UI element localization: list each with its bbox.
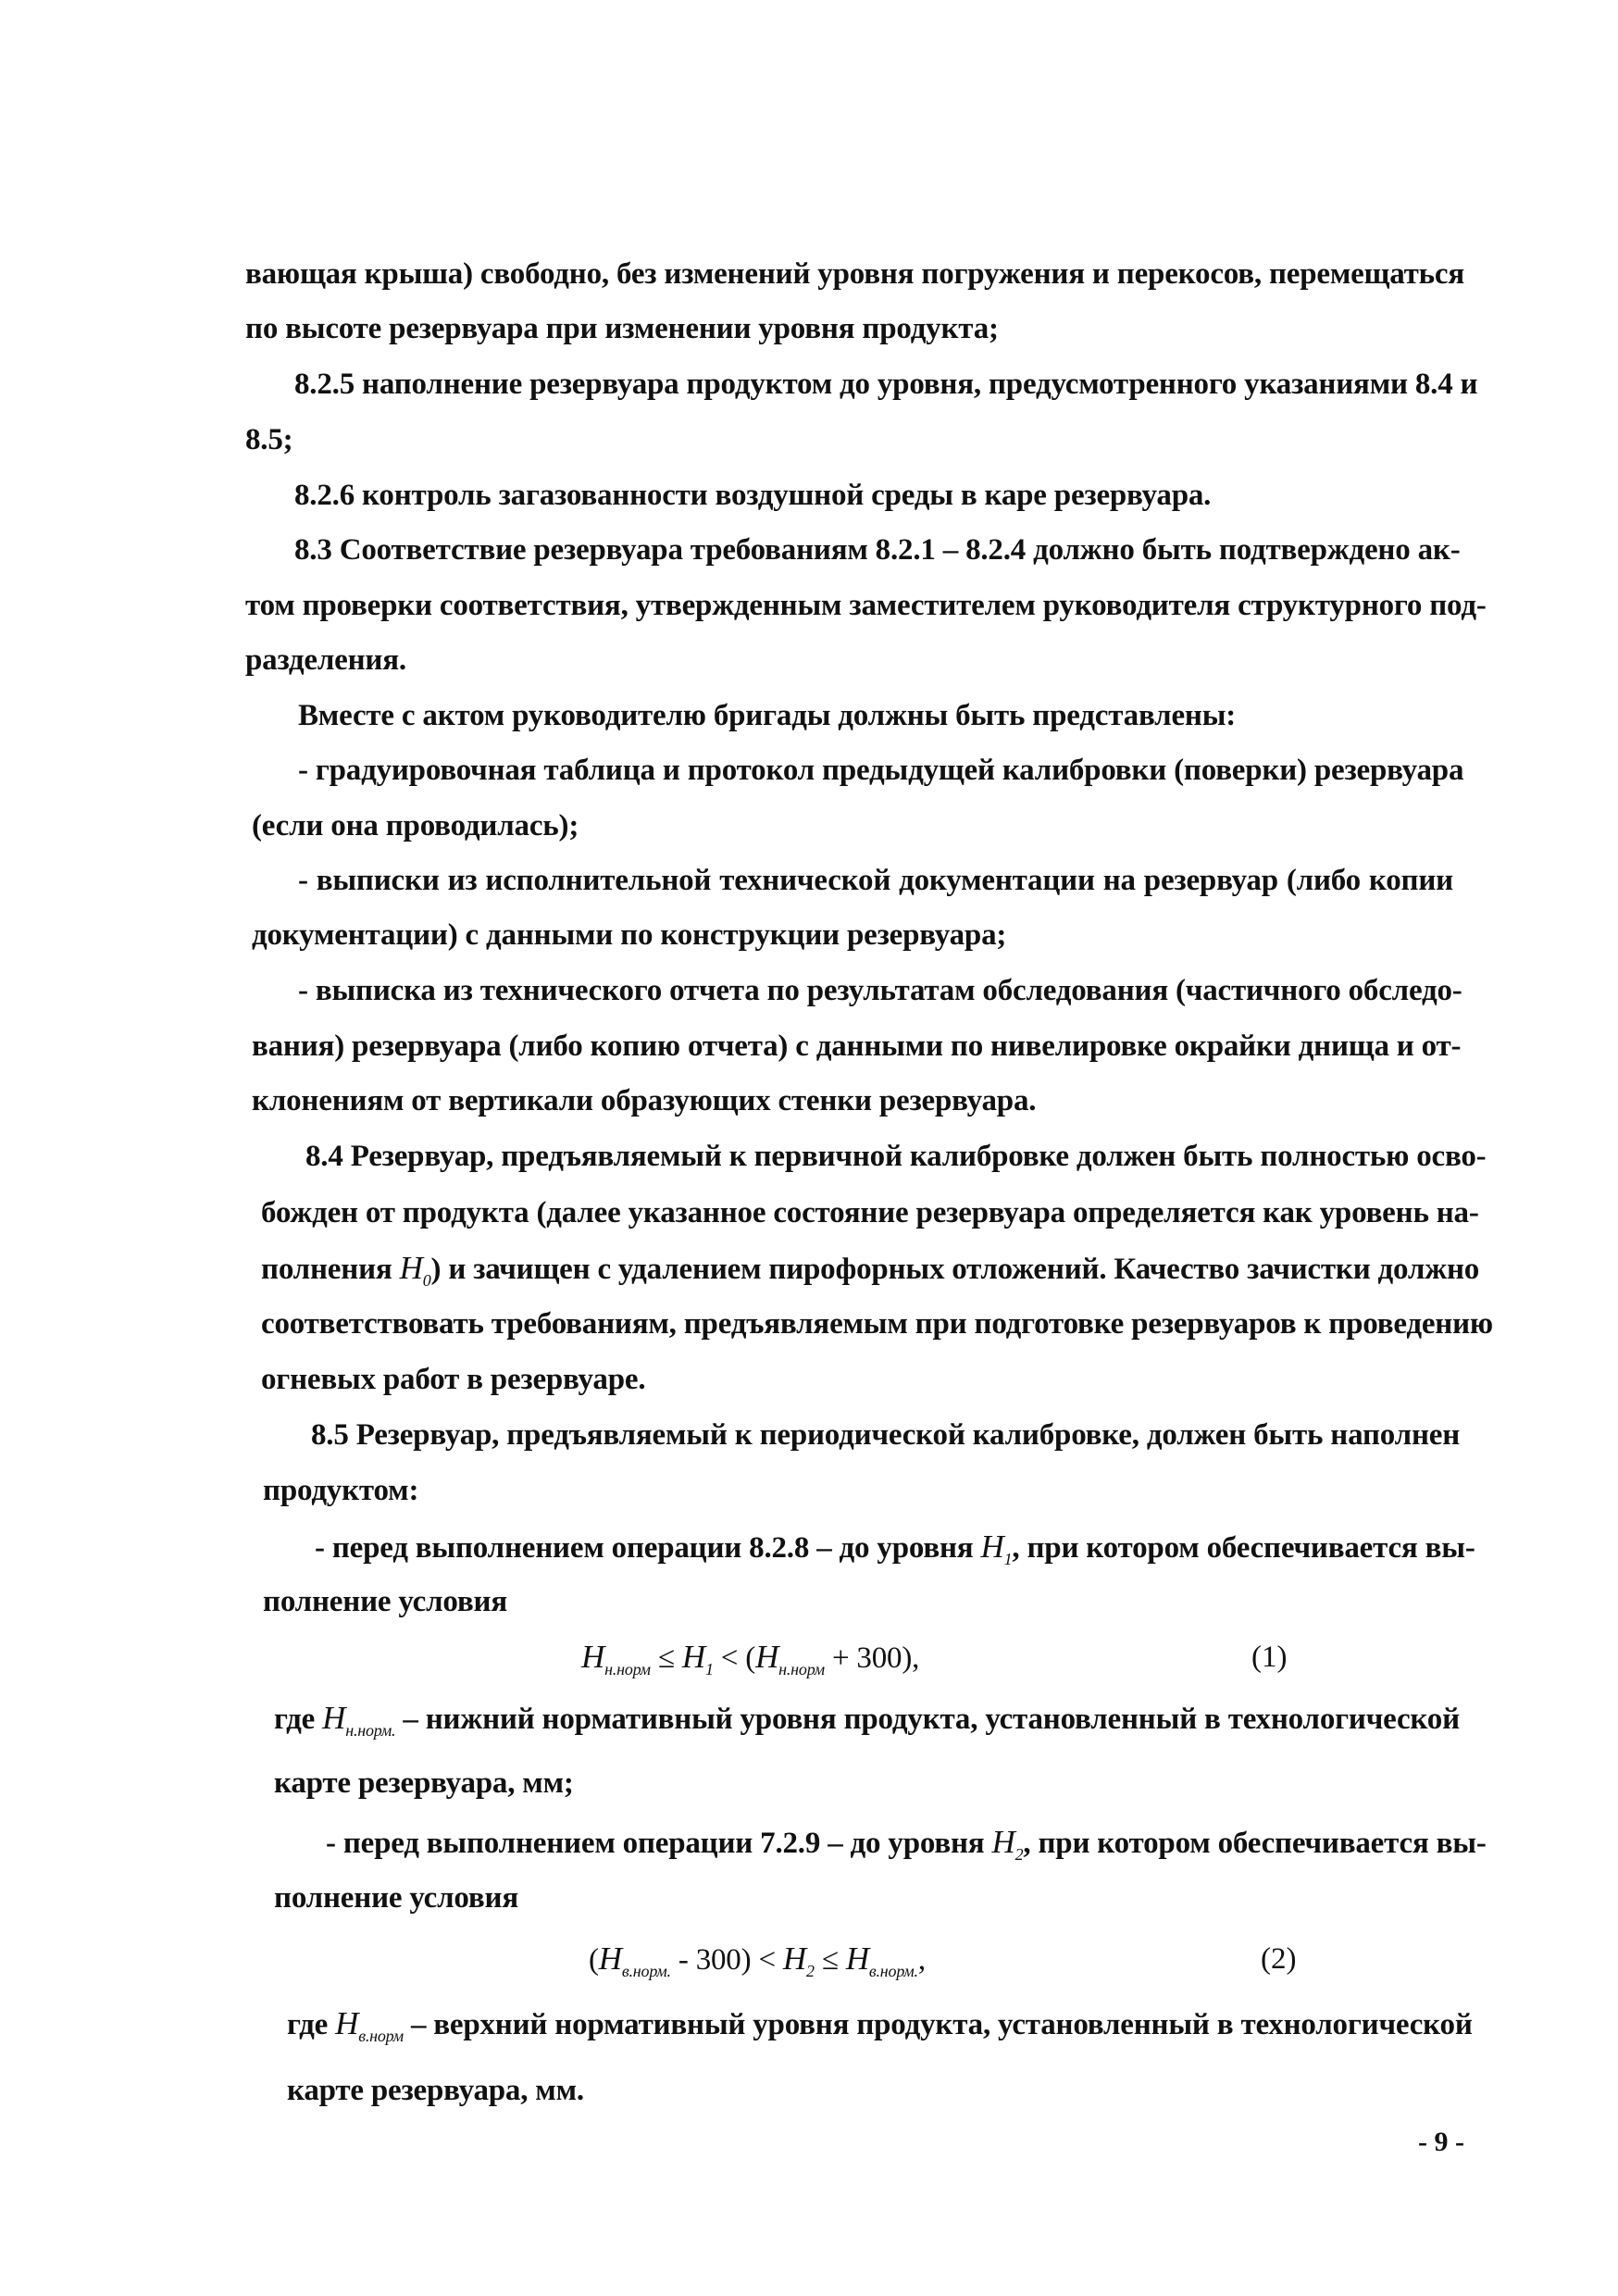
formula-hv: $H_{в.норм}$ — [335, 2005, 404, 2045]
text-line — [315, 1529, 1475, 1578]
text-line: огневых работ в резервуаре. — [261, 1363, 646, 1396]
text-line: продуктом: — [263, 1474, 419, 1507]
text-line: по высоте резервуара при изменении уровня продукта; — [245, 312, 999, 345]
formula-1-number: (1) — [1251, 1641, 1288, 1674]
text-line — [274, 1700, 1460, 1749]
formula-2: $(H_{в.норм.} - 300) < H_2 \le H_{в.норм.}$, — [589, 1940, 926, 1980]
text-line: 8.5; — [245, 423, 293, 456]
text-line — [287, 2005, 1473, 2054]
text-fragment: где — [274, 1703, 316, 1736]
text-line: 8.4 Резервуар, предъявляемый к первичной калибровке должен быть полностью осво- — [305, 1140, 1487, 1173]
text-line: вания) резервуара (либо копию отчета) с данными по нивелировке окрайки днища и от- — [252, 1029, 1462, 1063]
formula-h2: $H_2$ — [991, 1824, 1024, 1864]
formula-1: $H_{н.норм} \le H_1 < (H_{н.норм} + 300)$, — [581, 1639, 920, 1678]
text-line: карте резервуара, мм. — [287, 2074, 584, 2107]
text-line: - выписки из исполнительной технической документации на резервуар (либо копии — [298, 864, 1453, 897]
text-line: полнение условия — [263, 1585, 507, 1618]
text-line: 8.2.5 наполнение резервуара продуктом до уровня, предусмотренного указаниями 8.4 и — [294, 368, 1478, 401]
text-line: божден от продукта (далее указанное состояние резервуара определяется как уровень на- — [261, 1196, 1479, 1229]
text-fragment: - перед выполнением операции 8.2.8 – до уровня — [315, 1531, 974, 1565]
text-fragment: полнения — [261, 1253, 392, 1286]
formula-2-number: (2) — [1261, 1942, 1297, 1976]
text-line: Вместе с актом руководителю бригады должны быть представлены: — [298, 699, 1237, 732]
text-fragment: – нижний нормативный уровня продукта, установленный в технологической — [403, 1703, 1460, 1736]
text-line: клонениям от вертикали образующих стенки резервуара. — [252, 1084, 1037, 1117]
text-line: карте резервуара, мм; — [274, 1766, 574, 1800]
formula-hn: $H_{н.норм.}$ — [322, 1700, 396, 1740]
text-line: разделения. — [245, 643, 406, 677]
text-line: том проверки соответствия, утвержденным заместителем руководителя структурного под- — [245, 589, 1487, 622]
text-fragment: , при котором обеспечивается вы- — [1012, 1531, 1475, 1565]
text-line: соответствовать требованиям, предъявляемым при подготовке резервуаров к проведению — [261, 1307, 1493, 1341]
text-line: 8.2.6 контроль загазованности воздушной среды в каре резервуара. — [294, 479, 1212, 512]
text-line: 8.5 Резервуар, предъявляемый к периодической калибровке, должен быть наполнен — [311, 1418, 1461, 1452]
text-line — [261, 1250, 1479, 1299]
text-fragment: - перед выполнением операции 7.2.9 – до уровня — [326, 1827, 985, 1860]
formula-h1: $H_1$ — [980, 1529, 1013, 1568]
text-line — [326, 1824, 1487, 1873]
text-line: (если она проводилась); — [252, 809, 579, 842]
text-fragment: – верхний нормативный уровня продукта, установленный в технологической — [410, 2008, 1473, 2041]
text-fragment: где — [287, 2008, 329, 2041]
text-line: вающая крыша) свободно, без изменений уровня погружения и перекосов, перемещаться — [245, 257, 1465, 291]
text-line: документации) с данными по конструкции резервуара; — [252, 918, 1007, 952]
text-line: - выписка из технического отчета по результатам обследования (частичного обследо- — [298, 974, 1462, 1007]
page-number: - 9 - — [1418, 2127, 1464, 2157]
text-fragment: ) и зачищен с удалением пирофорных отложений. Качество зачистки должно — [430, 1253, 1480, 1286]
text-line: - градуировочная таблица и протокол предыдущей калибровки (поверки) резервуара — [298, 754, 1464, 787]
text-fragment: , при котором обеспечивается вы- — [1023, 1827, 1487, 1860]
text-line: полнение условия — [274, 1881, 518, 1915]
formula-h0: $H_0$ — [399, 1250, 431, 1290]
text-line: 8.3 Соответствие резервуара требованиям 8.2.1 – 8.2.4 должно быть подтверждено ак- — [294, 533, 1461, 567]
